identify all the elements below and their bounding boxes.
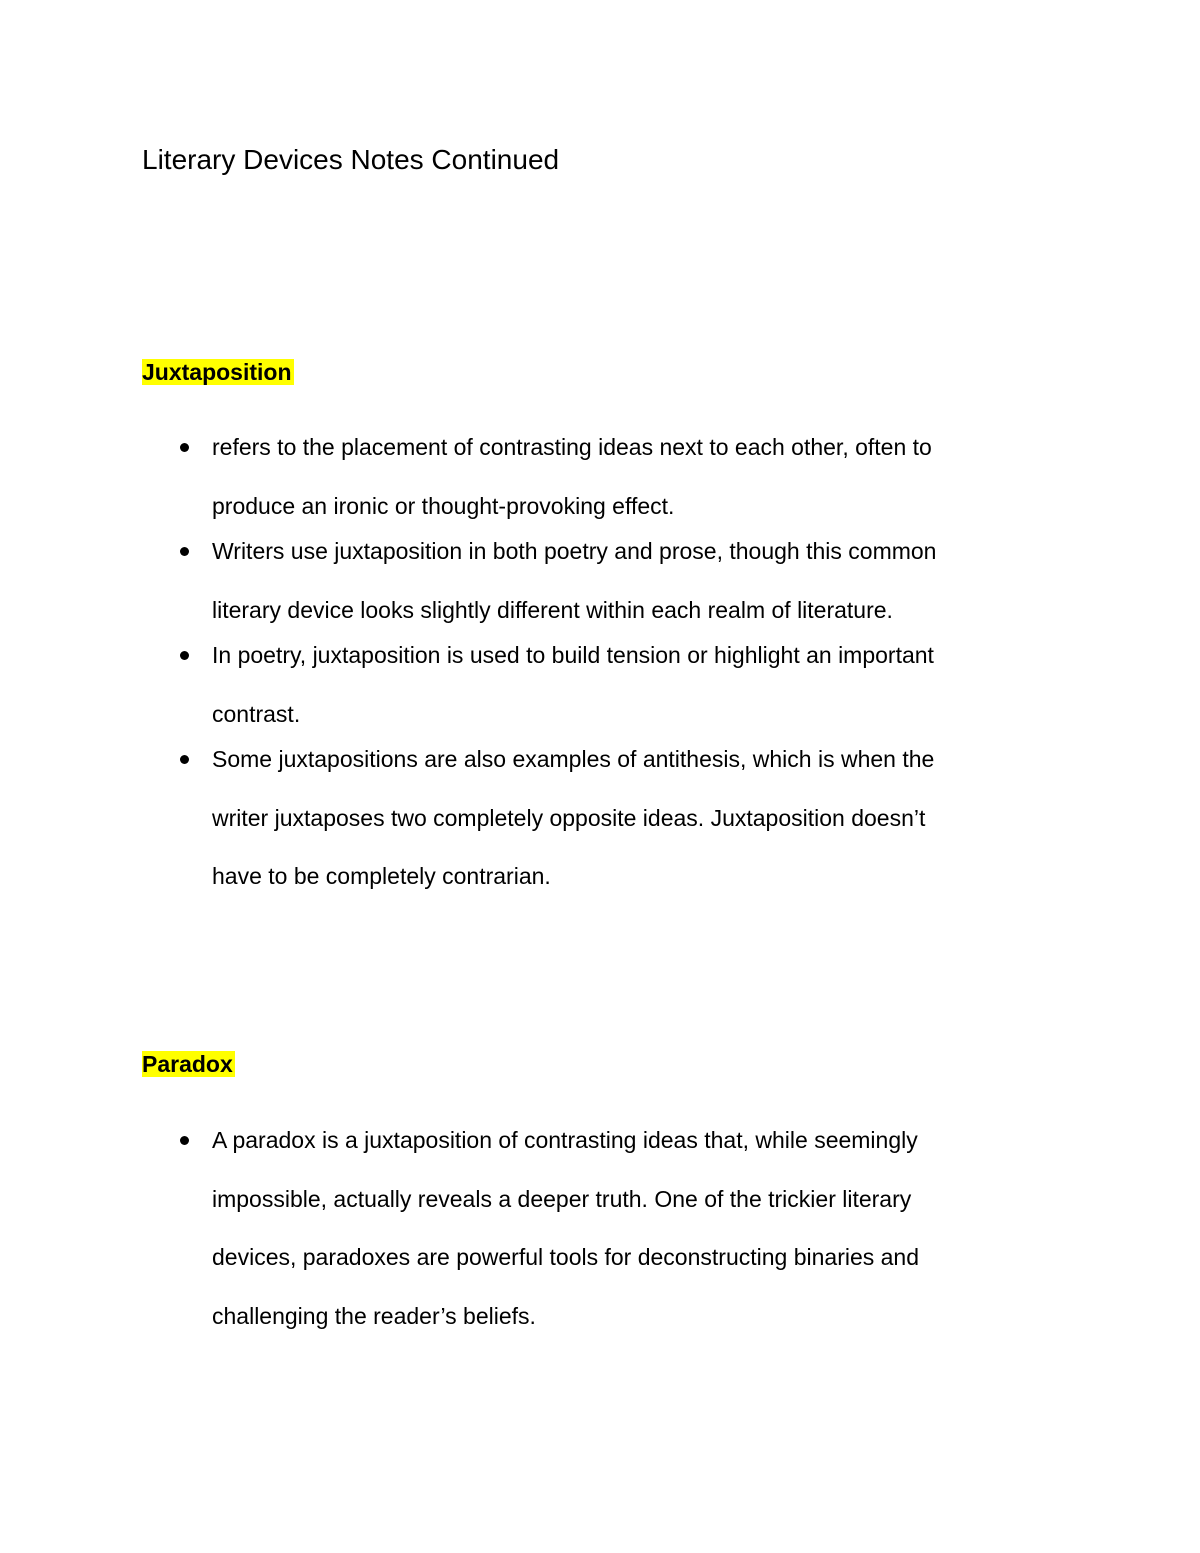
- bullet-dot-icon: [180, 755, 189, 764]
- bullet-item: [0, 418, 1032, 535]
- highlighted-heading-text: Paradox: [142, 1051, 233, 1077]
- bullet-text-line: writer juxtaposes two completely opposite ideas. Juxtaposition doesn’t: [212, 804, 926, 831]
- bullet-text-line: have to be completely contrarian.: [212, 863, 551, 889]
- bullet-text-line: produce an ironic or thought-provoking effect.: [212, 492, 675, 519]
- bullet-text-line: refers to the placement of contrasting ideas next to each other, often to: [212, 434, 932, 460]
- bullet-list-juxtaposition: [0, 431, 1032, 906]
- bullet-dot-icon: [180, 547, 189, 556]
- bullet-dot-icon: [180, 443, 189, 452]
- bullet-item: [0, 626, 1032, 743]
- bullet-text-line: A paradox is a juxtaposition of contrasting ideas that, while seemingly: [212, 1127, 918, 1153]
- bullet-text-line: In poetry, juxtaposition is used to build tension or highlight an important: [212, 642, 934, 668]
- bullet-text-line: literary device looks slightly different within each realm of literature.: [212, 596, 893, 623]
- bullet-text-line: Some juxtapositions are also examples of antithesis, which is when the: [212, 746, 935, 772]
- document-title: Literary Devices Notes Continued: [142, 144, 560, 175]
- bullet-list-paradox: [0, 1124, 1032, 1345]
- bullet-text-line: contrast.: [212, 700, 301, 727]
- bullet-item: [0, 1111, 1032, 1345]
- bullet-item: [0, 522, 1032, 639]
- bullet-text-line: challenging the reader’s beliefs.: [212, 1302, 536, 1329]
- bullet-dot-icon: [180, 651, 189, 660]
- section-heading-paradox: [142, 1049, 235, 1079]
- section-heading-juxtaposition: [142, 357, 294, 387]
- bullet-dot-icon: [180, 1136, 189, 1145]
- bullet-item: [0, 730, 1032, 906]
- bullet-text-line: impossible, actually reveals a deeper truth. One of the trickier literary: [212, 1185, 912, 1212]
- bullet-text-line: devices, paradoxes are powerful tools for deconstructing binaries and: [212, 1244, 920, 1270]
- bullet-text-line: Writers use juxtaposition in both poetry and prose, though this common: [212, 538, 937, 564]
- highlighted-heading-text: Juxtaposition: [142, 359, 292, 385]
